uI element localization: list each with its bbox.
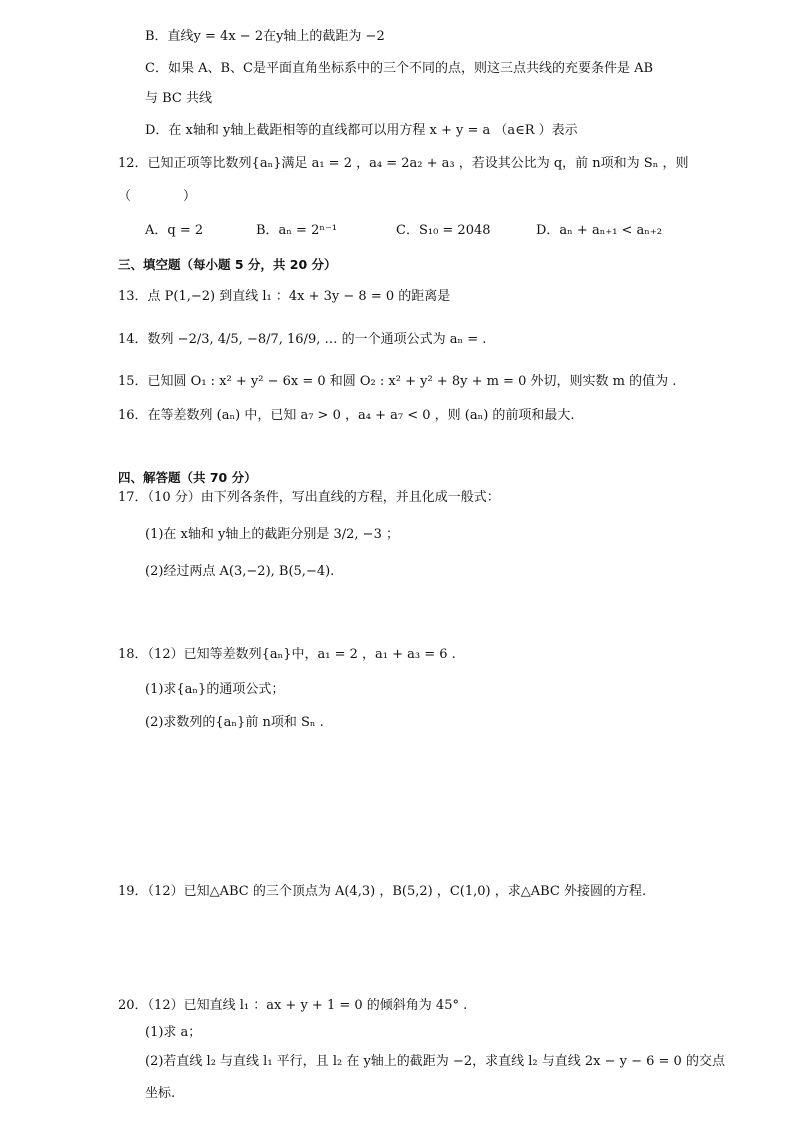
q14: 14．数列 −2/3, 4/5, −8/7, 16/9, … 的一个通项公式为 aₙ = .	[118, 332, 487, 347]
q12-option-b: B．aₙ = 2ⁿ⁻¹	[256, 223, 338, 238]
q11-option-c-line1: C．如果 A、B、C是平面直角坐标系中的三个不同的点，则这三点共线的充要条件是 AB	[145, 61, 654, 76]
q12-stem: 12．已知正项等比数列{aₙ}满足 a₁ = 2 ，a₄ = 2a₂ + a₃ ，若设其公比为 q，前 n项和为 Sₙ ，则	[118, 156, 689, 171]
q19: 19．（12）已知△ABC 的三个顶点为 A(4,3) ，B(5,2) ，C(1,0) ，求△ABC 外接圆的方程.	[118, 884, 647, 899]
q15: 15．已知圆 O₁ : x² + y² − 6x = 0 和圆 O₂ : x² + y² + 8y + m = 0 外切，则实数 m 的值为 .	[118, 374, 677, 389]
q20-stem: 20．（12）已知直线 l₁ ：ax + y + 1 = 0 的倾斜角为 45° .	[118, 998, 468, 1013]
q12-option-d: D．aₙ + aₙ₊₁ < aₙ₊₂	[536, 223, 663, 238]
q20-part1: (1)求 a；	[145, 1025, 202, 1040]
q13: 13．点 P(1,−2) 到直线 l₁ ：4x + 3y − 8 = 0 的距离是	[118, 289, 451, 304]
section-fill-blank-heading: 三、填空题（每小题 5 分，共 20 分）	[118, 257, 337, 272]
q17-part1: (1)在 x轴和 y轴上的截距分别是 3/2, −3 ；	[145, 527, 399, 542]
q20-part2-line2: 坐标.	[145, 1086, 176, 1101]
q11-option-d: D．在 x轴和 y轴上截距相等的直线都可以用方程 x + y = a （a∈R ）表示	[145, 123, 578, 138]
q18-part2: (2)求数列的{aₙ}前 n项和 Sₙ .	[145, 715, 324, 730]
q11-option-c-line2: 与 BC 共线	[145, 91, 213, 106]
q12-option-a: A．q = 2	[145, 223, 204, 238]
q18-part1: (1)求{aₙ}的通项公式；	[145, 682, 285, 697]
q17-part2: (2)经过两点 A(3,−2), B(5,−4).	[145, 564, 335, 579]
q11-option-b: B．直线y = 4x − 2在y轴上的截距为 −2	[145, 29, 385, 44]
q18-stem: 18．（12）已知等差数列{aₙ}中，a₁ = 2 ，a₁ + a₃ = 6 .	[118, 647, 456, 662]
q12-option-c: C．S₁₀ = 2048	[396, 223, 491, 238]
q16: 16．在等差数列 (aₙ) 中，已知 a₇ > 0 ，a₄ + a₇ < 0 ，则 (aₙ) 的前项和最大.	[118, 408, 575, 423]
q20-part2-line1: (2)若直线 l₂ 与直线 l₁ 平行，且 l₂ 在 y轴上的截距为 −2，求直线 l₂ 与直线 2x − y − 6 = 0 的交点	[145, 1054, 725, 1069]
q12-answer-blank: （ ）	[118, 189, 197, 204]
section-solution-heading: 四、解答题（共 70 分）	[118, 470, 257, 485]
q17-stem: 17．（10 分）由下列各条件，写出直线的方程，并且化成一般式：	[118, 490, 500, 505]
